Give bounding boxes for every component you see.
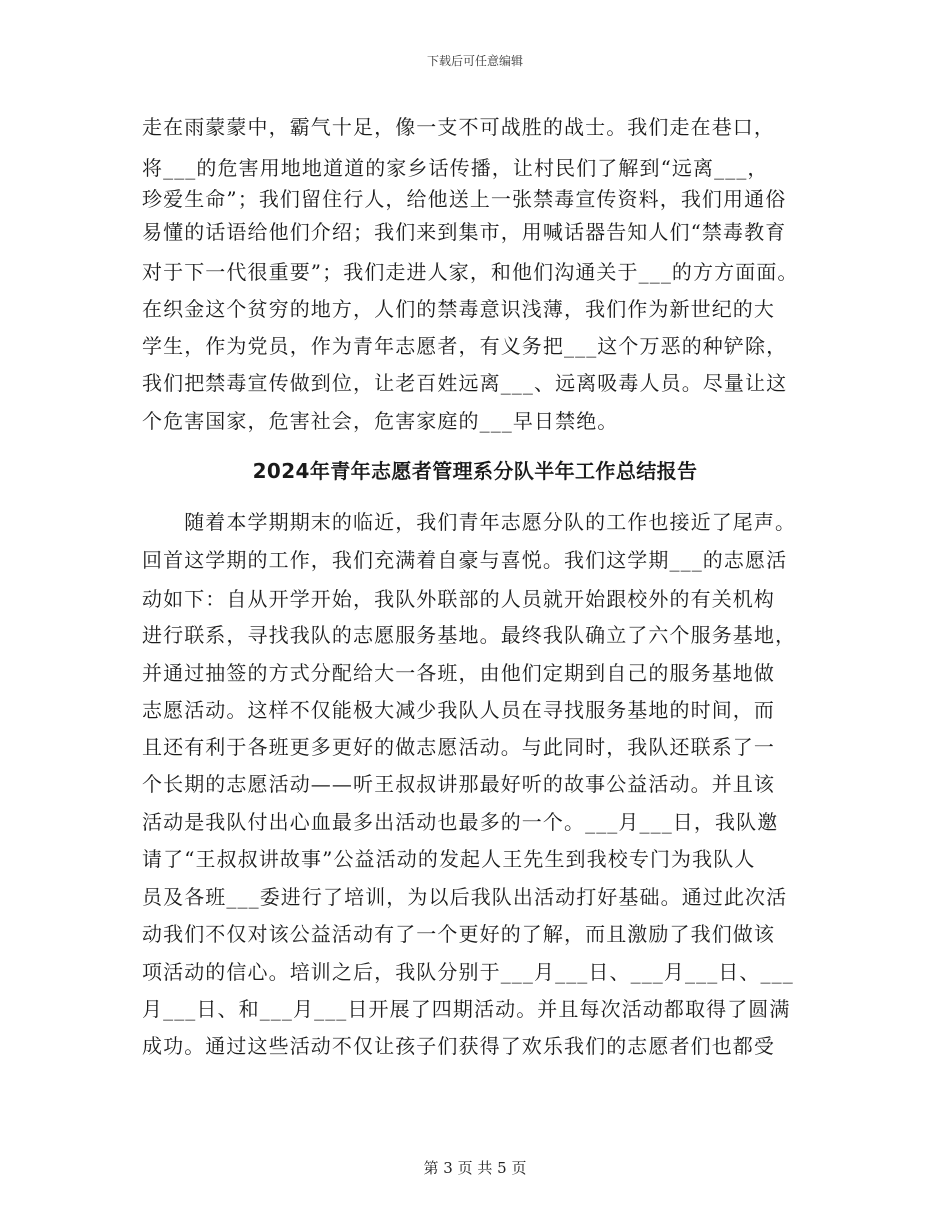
paragraph-line: 易懂的话语给他们介绍；我们来到集市，用喊话器告知人们“禁毒教育 [142, 220, 787, 244]
paragraph-line: 在织金这个贫穷的地方，人们的禁毒意识浅薄，我们作为新世纪的大 [142, 297, 775, 321]
paragraph-line: 个危害国家，危害社会，危害家庭的___早日禁绝。 [142, 409, 619, 433]
paragraph-line: 员及各班___委进行了培训，为以后我队出活动打好基础。通过此次活 [142, 885, 788, 909]
paragraph-line: 且还有利于各班更多更好的做志愿活动。与此同时，我队还联系了一 [142, 735, 775, 759]
paragraph-line: 我们把禁毒宣传做到位，让老百姓远离___、远离吸毒人员。尽量让这 [142, 371, 788, 395]
page-number: 第 3 页 共 5 页 [423, 1159, 527, 1177]
paragraph-line: 动我们不仅对该公益活动有了一个更好的了解，而且激励了我们做该 [142, 922, 775, 946]
paragraph-line: 随着本学期期末的临近，我们青年志愿分队的工作也接近了尾声。 [142, 510, 797, 534]
header-note: 下载后可任意编辑 [426, 54, 523, 68]
paragraph-line: 个长期的志愿活动——听王叔叔讲那最好听的故事公益活动。并且该 [142, 772, 775, 796]
paragraph-line: 对于下一代很重要”；我们走进人家，和他们沟通关于___的方方面面。 [142, 260, 799, 284]
paragraph-line: 将___的危害用地地道道的家乡话传播，让村民们了解到“远离___， [142, 156, 769, 180]
paragraph-line: 月___日、和___月___日开展了四期活动。并且每次活动都取得了圆满 [142, 997, 791, 1021]
paragraph-line: 志愿活动。这样不仅能极大减少我队人员在寻找服务基地的时间，而 [142, 698, 775, 722]
paragraph-line: 学生，作为党员，作为青年志愿者，有义务把___这个万恶的种铲除， [142, 334, 788, 358]
report-title: 2024年青年志愿者管理系分队半年工作总结报告 [252, 459, 698, 483]
paragraph-line: 活动是我队付出心血最多出活动也最多的一个。___月___日，我队邀 [142, 810, 779, 834]
paragraph-line: 并通过抽签的方式分配给大一各班，由他们定期到自己的服务基地做 [142, 661, 775, 685]
paragraph-line: 项活动的信心。培训之后，我队分别于___月___日、___月___日、___ [142, 960, 794, 984]
paragraph-line: 珍爱生命”；我们留住行人，给他送上一张禁毒宣传资料，我们用通俗 [142, 187, 787, 211]
paragraph-line: 走在雨蒙蒙中，霸气十足，像一支不可战胜的战士。我们走在巷口， [142, 115, 775, 139]
paragraph-line: 动如下：自从开学开始，我队外联部的人员就开始跟校外的有关机构 [142, 587, 775, 611]
paragraph-line: 进行联系，寻找我队的志愿服务基地。最终我队确立了六个服务基地， [142, 623, 797, 647]
paragraph-line: 请了“王叔叔讲故事”公益活动的发起人王先生到我校专门为我队人 [142, 847, 756, 871]
paragraph-line: 成功。通过这些活动不仅让孩子们获得了欢乐我们的志愿者们也都受 [142, 1034, 775, 1058]
paragraph-line: 回首这学期的工作，我们充满着自豪与喜悦。我们这学期___的志愿活 [142, 548, 788, 572]
